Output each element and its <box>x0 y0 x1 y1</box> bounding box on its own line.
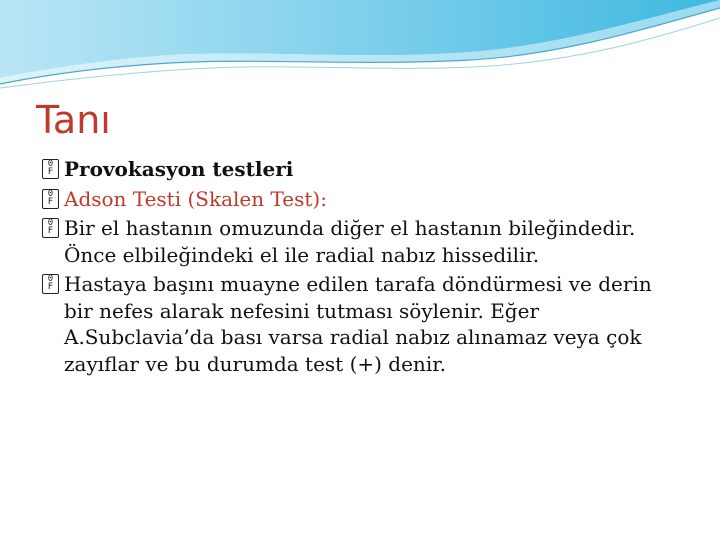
bullet-item <box>42 156 682 183</box>
missing-glyph-box-icon: 0 F <box>42 218 59 238</box>
bullet-text: Bir el hastanın omuzunda diğer el hastanın bileğindedir. Önce elbileğindeki el ile radial nabız hissedilir. <box>64 216 636 267</box>
bullet-text: Provokasyon testleri <box>64 157 294 181</box>
bullet-text: Hastaya başını muayne edilen tarafa döndürmesi ve derin bir nefes alarak nefesini tutması söylenir. Eğer A.Subclavia’da bası varsa radial nabız alınamaz veya çok zayıflar ve bu durumda test (+) denir. <box>64 272 652 376</box>
bullet-list <box>42 156 682 380</box>
bullet-text: Adson Testi (Skalen Test): <box>64 186 327 211</box>
bullet-item <box>42 186 682 213</box>
missing-glyph-box-icon: 0 F <box>42 274 59 294</box>
bullet-item <box>42 271 682 377</box>
missing-glyph-box-icon: 0 F <box>42 159 59 179</box>
slide-title: Tanı <box>36 98 111 142</box>
bullet-item <box>42 215 682 268</box>
header-wave-decoration <box>0 0 720 95</box>
missing-glyph-box-icon: 0 F <box>42 189 59 209</box>
